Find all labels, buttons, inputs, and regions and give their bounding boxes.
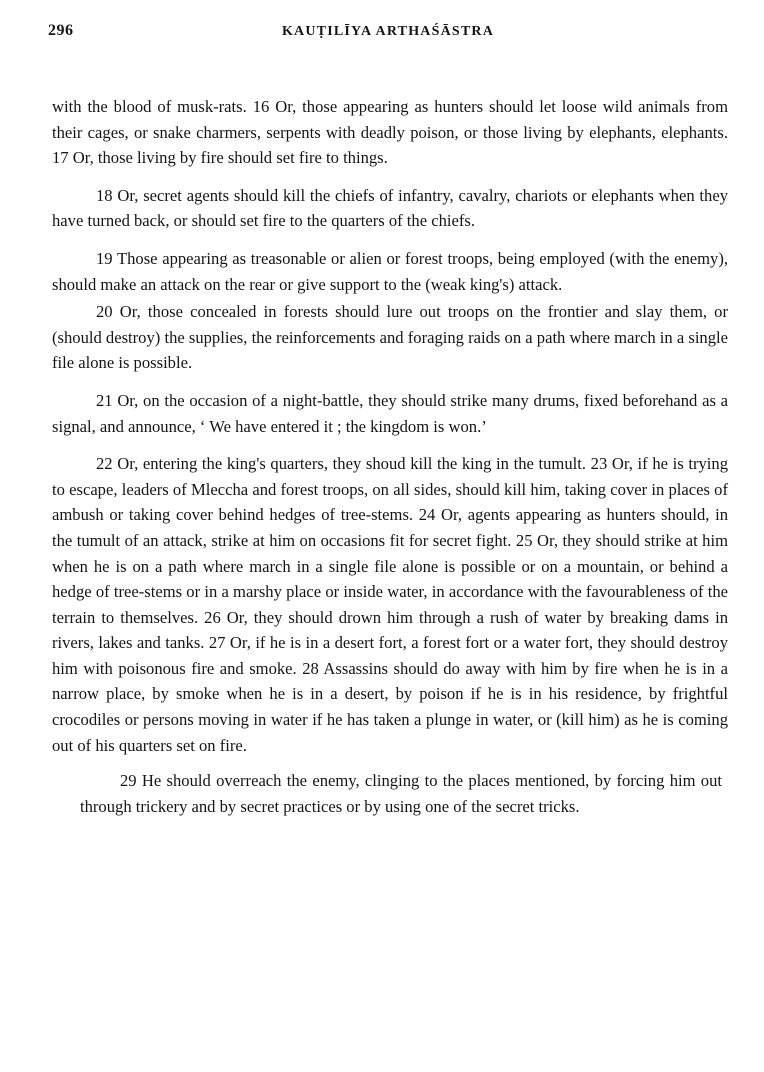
- page-number: 296: [48, 22, 74, 39]
- paragraph-19: 19 Those appearing as treasonable or alien or forest troops, being employed (with the enemy), should make an attack on the rear or give support to the (weak king's) attack.: [52, 248, 728, 294]
- body-text: [52, 94, 728, 819]
- paragraph-22: 22 Or, entering the king's quarters, they shoud kill the king in the tumult. 23 Or, if he is trying to escape, leaders of Mleccha and forest troops, on all sides, should kill him, taking cover in places of ambush or taking cover behind hedges of tree-stems. 24 Or, agents appearing as hunters should, in the tumult of an attack, strike at him on occasions fit for secret fight. 25 Or, they should strike at him when he is on a path where march in a single file alone is possible or on a mountain, or behind a hedge of tree-stems or in a marshy place or inside water, in accordance with the favourableness of the terrain to themselves. 26 Or, they should drown him through a rush of water by breaking dams in rivers, lakes and tanks. 27 Or, if he is in a desert fort, a forest fort or a water fort, they should destroy him with poisonous fire and smoke. 28 Assassins should do away with him by fire when he is in a narrow place, by smoke when he is in a desert, by poison if he is in his residence, by frightful crocodiles or persons moving in water if he has taken a plunge in water, or (kill him) as he is coming out of his quarters set on fire.: [52, 454, 728, 755]
- paragraph-21: 21 Or, on the occasion of a night-battle, they should strike many drums, fixed beforehand as a signal, and announce, ‘ We have entered it ; the kingdom is won.’: [52, 390, 728, 436]
- running-title: KAUṬILĪYA ARTHAŚĀSTRA: [281, 24, 495, 39]
- paragraph-continuation: with the blood of musk-rats. 16 Or, those appearing as hunters should let loose wild animals from their cages, or snake charmers, serpents with deadly poison, or those living by elephants, elephants. 17 Or, those living by fire should set fire to things.: [52, 97, 728, 168]
- paragraph-18: 18 Or, secret agents should kill the chiefs of infantry, cavalry, chariots or elephants when they have turned back, or should set fire to the quarters of the chiefs.: [52, 185, 728, 231]
- paragraph-29: 29 He should overreach the enemy, clinging to the places mentioned, by forcing him out through trickery and by secret practices or by using one of the secret tricks.: [80, 771, 722, 816]
- page-header: [48, 22, 728, 46]
- paragraph-20: 20 Or, those concealed in forests should lure out troops on the frontier and slay them, or (should destroy) the supplies, the reinforcements and foraging raids on a path where march in a single file alone is possible.: [52, 302, 728, 373]
